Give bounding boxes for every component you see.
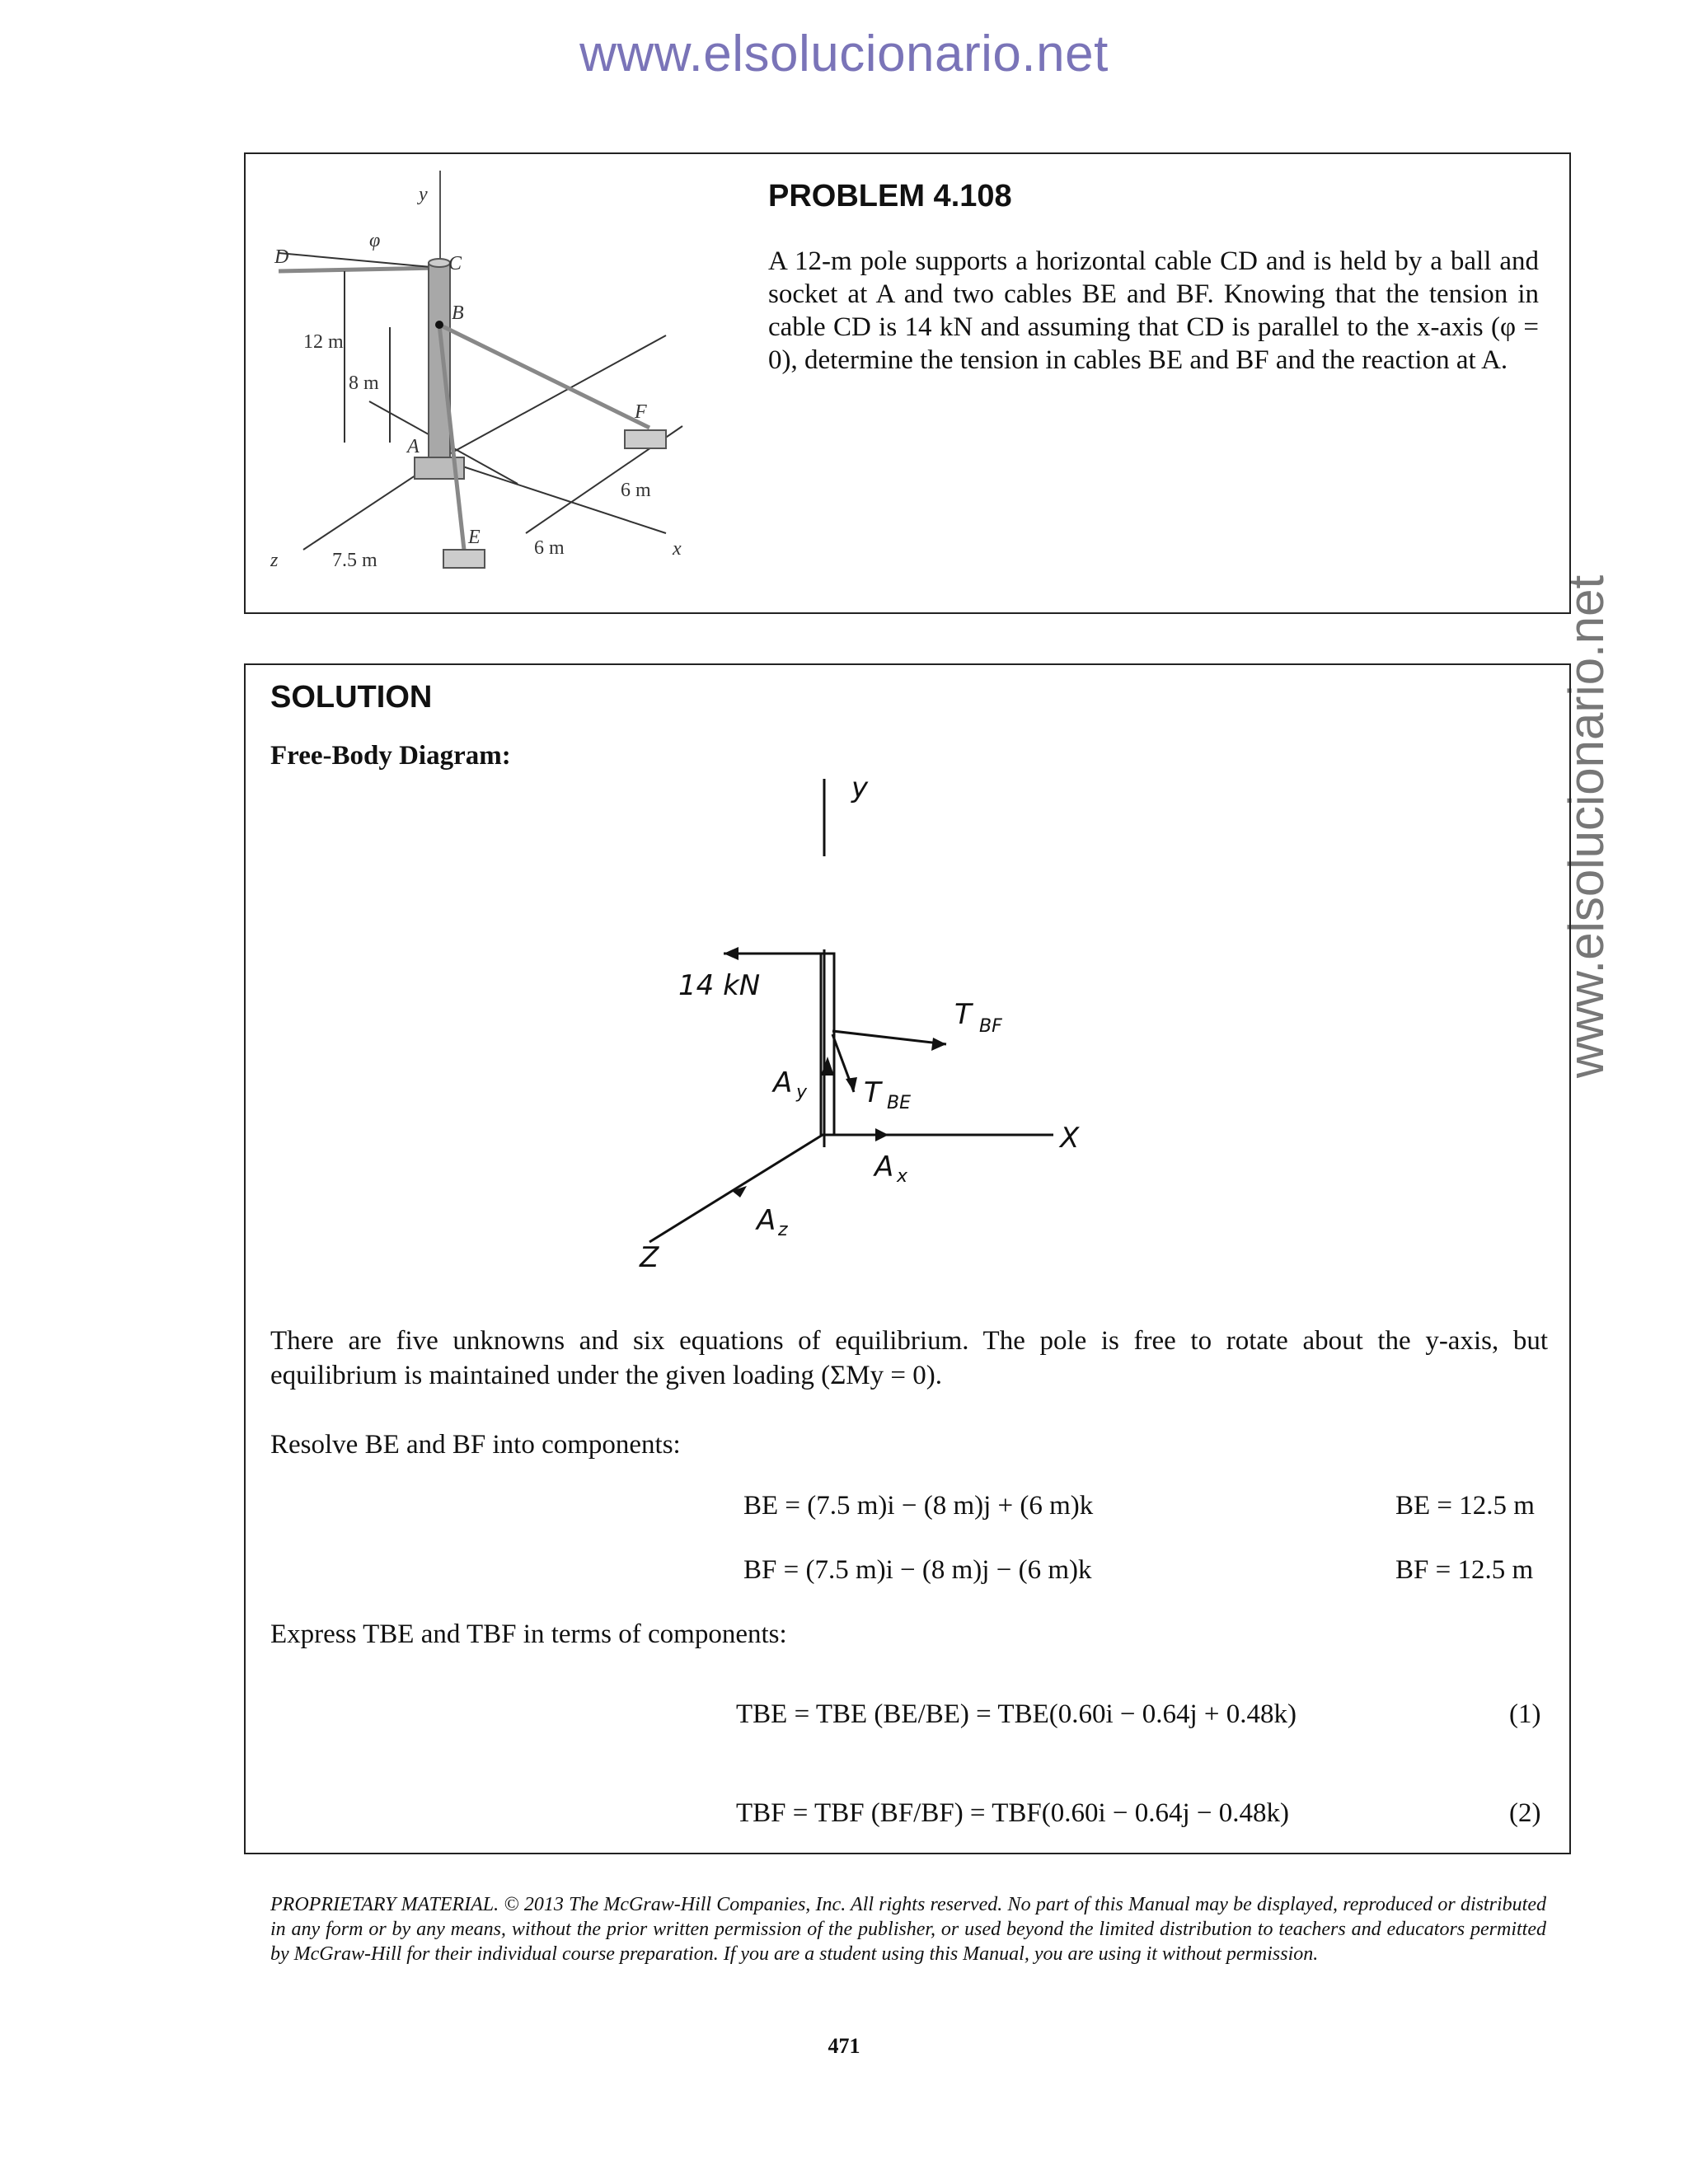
fig-label-C: C	[448, 253, 462, 274]
fig-label-E: E	[468, 527, 481, 548]
problem-title: PROBLEM 4.108	[768, 179, 1012, 213]
fbd-label-load: 14 kN	[678, 969, 761, 1002]
fig-label-A: A	[407, 436, 420, 457]
fbd-label-ay-sub: y	[796, 1082, 808, 1103]
para-unknowns-line2: equilibrium is maintained under the given loading (ΣMy = 0).	[270, 1361, 942, 1390]
fbd-label-az: A	[757, 1204, 776, 1237]
free-body-diagram	[617, 771, 1193, 1274]
fig-label-D: D	[274, 246, 289, 268]
fbd-label-ax-sub: x	[897, 1166, 908, 1187]
equation-2: TBF = TBF (BF/BF) = TBF(0.60i − 0.64j − 0.48k)	[736, 1798, 1290, 1828]
resolve-text: Resolve BE and BF into components:	[270, 1430, 681, 1460]
fbd-label-tbf: T	[954, 998, 972, 1031]
fig-dim-6m-E: 6 m	[534, 537, 565, 559]
watermark-top: www.elsolucionario.net	[579, 26, 1109, 82]
fbd-label-z: Z	[640, 1241, 659, 1274]
fbd-label-ax: A	[874, 1151, 894, 1183]
equation-be: BE = (7.5 m)i − (8 m)j + (6 m)k	[743, 1491, 1094, 1521]
fig-dim-12m: 12 m	[303, 331, 344, 353]
fbd-label-ay: A	[773, 1066, 793, 1099]
problem-box	[244, 152, 1571, 614]
fig-label-F: F	[635, 401, 647, 423]
fig-dim-7-5m: 7.5 m	[332, 550, 377, 571]
fbd-heading: Free-Body Diagram:	[270, 741, 511, 771]
fig-label-phi: φ	[369, 230, 381, 251]
equation-1: TBE = TBE (BE/BE) = TBE(0.60i − 0.64j + 0.48k)	[736, 1699, 1297, 1729]
express-text: Express TBE and TBF in terms of components:	[270, 1619, 787, 1649]
fbd-label-x: X	[1060, 1122, 1080, 1155]
solution-title: SOLUTION	[270, 680, 433, 715]
equation-bf: BF = (7.5 m)i − (8 m)j − (6 m)k	[743, 1555, 1092, 1585]
fbd-label-tbe: T	[864, 1076, 881, 1109]
fig-label-x: x	[673, 538, 682, 560]
fbd-label-az-sub: z	[778, 1220, 788, 1240]
footer-copyright: PROPRIETARY MATERIAL. © 2013 The McGraw-Hill Companies, Inc. All rights reserved. No part of this Manual may be displayed, reproduced or distributed in any form or by any means, without the prior written permission of the publisher, or used beyond the limited distribution to teachers and educators permitted by McGraw-Hill for their individual course preparation. If you are a student using this Manual, you are using it without permission.	[270, 1894, 1546, 1965]
watermark-side: www.elsolucionario.net	[1559, 574, 1614, 1079]
para-unknowns-line1: There are five unknowns and six equations of equilibrium. The pole is free to rotate about the y-axis, but	[270, 1326, 1548, 1356]
fbd-label-tbf-sub: BF	[979, 1016, 1002, 1037]
page-number: 471	[828, 2034, 860, 2058]
fig-label-z: z	[270, 550, 279, 571]
fig-dim-8m: 8 m	[349, 373, 379, 394]
fbd-label-tbe-sub: BE	[887, 1093, 911, 1113]
fig-label-y: y	[419, 184, 428, 205]
equation-2-number: (2)	[1509, 1798, 1541, 1828]
fbd-label-y: y	[851, 771, 869, 804]
fig-label-B: B	[452, 302, 464, 324]
equation-bf-length: BF = 12.5 m	[1395, 1555, 1534, 1585]
problem-statement: A 12-m pole supports a horizontal cable CD and is held by a ball and socket at A and two cables BE and BF. Knowing that the tension in cable CD is 14 kN and assuming that CD is parallel to the x-axis (φ = 0), determine the tension in cables BE and BF and the reaction at A.	[768, 246, 1539, 375]
fig-dim-6m-F: 6 m	[621, 480, 651, 501]
equation-1-number: (1)	[1509, 1699, 1541, 1729]
equation-be-length: BE = 12.5 m	[1395, 1491, 1535, 1521]
solution-box	[244, 663, 1571, 1854]
problem-figure	[254, 171, 963, 599]
